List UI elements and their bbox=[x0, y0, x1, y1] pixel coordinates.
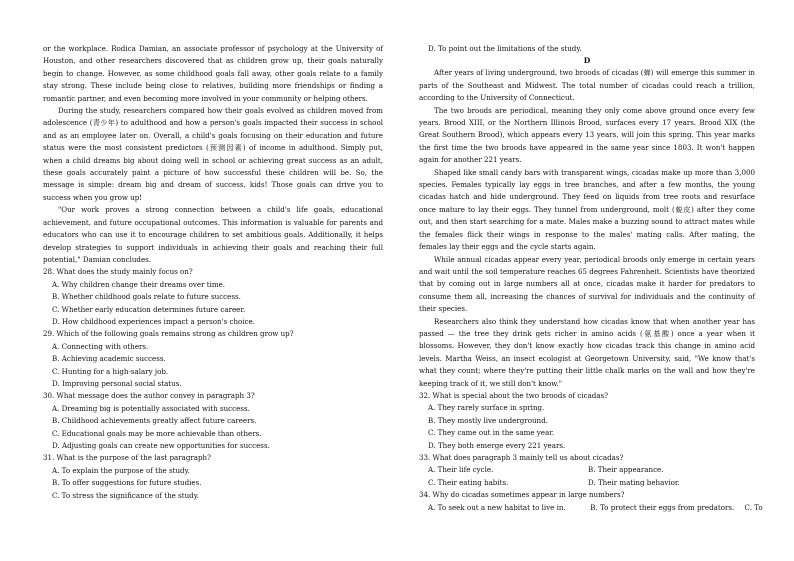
option-33b: B. Their appearance. bbox=[588, 465, 664, 475]
option-32a: A. They rarely surface in spring. bbox=[428, 403, 545, 413]
option-29a: A. Connecting with others. bbox=[52, 341, 149, 351]
option-33a: A. Their life cycle. bbox=[428, 465, 494, 475]
option-row-33ab bbox=[419, 464, 755, 476]
option-28a: A. Why children change their dreams over time. bbox=[52, 279, 226, 289]
option-34c: C. To bbox=[744, 502, 763, 512]
option-28b: B. Whether childhood goals relate to future success. bbox=[52, 292, 241, 302]
section-heading: D bbox=[583, 56, 591, 66]
option-31b: B. To offer suggestions for future studies. bbox=[52, 478, 202, 488]
option-34b: B. To protect their eggs from predators. bbox=[590, 502, 735, 512]
option-33d: D. Their mating behavior. bbox=[588, 477, 680, 487]
left-column bbox=[43, 43, 383, 502]
option-31d: D. To point out the limitations of the study. bbox=[428, 44, 582, 53]
question-31: 31. What is the purpose of the last paragraph? bbox=[43, 453, 211, 463]
option-29c: C. Hunting for a high-salary job. bbox=[52, 366, 169, 376]
option-32b: B. They mostly live underground. bbox=[428, 415, 548, 425]
question-29: 29. Which of the following goals remains strong as children grow up? bbox=[43, 329, 294, 339]
option-34a: A. To seek out a new habitat to live in. bbox=[428, 502, 566, 512]
option-28d: D. How childhood experiences impact a person's choice. bbox=[52, 316, 255, 326]
passage-paragraph: "Our work proves a strong connection between a child's life goals, educational achievement, and future occupational outcomes. This information is valuable for parents and educators who can use it to encourage children to set ambitious goals. Additionally, it helps develop strategies to support individuals in achieving their goals and reaching their full potential," Damian concludes. bbox=[43, 205, 383, 264]
option-28c: C. Whether early education determines future career. bbox=[52, 304, 246, 314]
option-row-34 bbox=[419, 502, 763, 514]
passage-paragraph: During the study, researchers compared how their goals evolved as children moved from adolescence (青少年) to adulthood and how a person's goals impacted their success in school and as an employee later on. Overall, a child's goals focusing on their education and future status were the most consistent predictors (预测因素) of income in adulthood. Simply put, when a child dreams big about doing well in school or achieving great success as an adult, these goals accurately paint a picture of how successful these children will be. So, the message is simple: dream big and dream of success, kids! Those goals can drive you to success when you grow up! bbox=[43, 106, 383, 202]
option-30c: C. Educational goals may be more achievable than others. bbox=[52, 428, 262, 438]
passage-paragraph: Shaped like small candy bars with transparent wings, cicadas make up more than 3,000 species. Females typically lay eggs in tree branches, and after a few months, the young cicadas hatch and hide underground. They feed on liquids from tree roots and resurface once mature to lay their eggs. They tunnel from underground, molt (蜕皮) after they come out, and then start searching for a mate. Males make a buzzing sound to attract mates while the females flick their wings in response to the males' mating calls. After mating, the females lay their eggs and the cycle starts again. bbox=[419, 167, 755, 252]
option-30d: D. Adjusting goals can create new opportunities for success. bbox=[52, 441, 270, 450]
option-30b: B. Childhood achievements greatly affect future careers. bbox=[52, 416, 257, 426]
question-32: 32. What is special about the two broods of cicadas? bbox=[419, 390, 609, 400]
question-28: 28. What does the study mainly focus on? bbox=[43, 267, 193, 277]
option-32c: C. They came out in the same year. bbox=[428, 428, 555, 438]
option-row-33cd bbox=[419, 477, 755, 489]
passage-paragraph: The two broods are periodical, meaning they only come above ground once every few years. Brood XIII, or the Northern Illinois Brood, surfaces every 17 years. Brood XIX (the Great Southern Brood), which appears every 13 years, will join this spring. This year marks the first time the two broods have appeared in the same year since 1803. It won't happen again for another 221 years. bbox=[419, 105, 755, 165]
option-31a: A. To explain the purpose of the study. bbox=[52, 465, 190, 475]
passage-paragraph: Researchers also think they understand how cicadas know that when another year has passed — the tree they drink gets richer in amino acids (氨基酸) once a year when it blossoms. However, they don't know exactly how cicadas track this change in amino acid levels. Martha Weiss, an insect ecologist at Georgetown University, said, "We know that's what they count; where they're putting their little chalk marks on the wall and how they're keeping track of it, we still don't know." bbox=[419, 316, 755, 388]
passage-paragraph: While annual cicadas appear every year, periodical broods only emerge in certain years and wait until the soil temperature reaches 65 degrees Fahrenheit. Scientists have theorized that by coming out in large numbers all at once, cicadas make it harder for predators to consume them all, increasing the chances of survival for individuals and the continuity of their species. bbox=[419, 254, 755, 314]
option-29d: D. Improving personal social status. bbox=[52, 378, 182, 388]
passage-paragraph: After years of living underground, two broods of cicadas (蝉) will emerge this summer in parts of the Southeast and Midwest. The total number of cicadas could reach a trillion, according to the University of Connecticut. bbox=[419, 68, 755, 103]
option-29b: B. Achieving academic success. bbox=[52, 354, 166, 364]
option-31c: C. To stress the significance of the study. bbox=[52, 490, 200, 500]
option-30a: A. Dreaming big is potentially associated with success. bbox=[52, 403, 250, 413]
passage-paragraph: or the workplace. Rodica Damian, an associate professor of psychology at the University of Houston, and other researchers discovered that as children grow up, their goals naturally begin to change. However, as some childhood goals fall away, other goals relate to a family stay strong. These include being close to relatives, building more friendships or finding a romantic partner, and even becoming more involved in your community or helping others. bbox=[43, 44, 383, 103]
question-33: 33. What does paragraph 3 mainly tell us about cicadas? bbox=[419, 453, 624, 462]
question-34: 34. Why do cicadas sometimes appear in large numbers? bbox=[419, 490, 625, 500]
question-30: 30. What message does the author convey in paragraph 3? bbox=[43, 391, 255, 401]
option-33c: C. Their eating habits. bbox=[428, 477, 509, 487]
option-32d: D. They both emerge every 221 years. bbox=[428, 440, 566, 450]
right-column bbox=[419, 43, 763, 514]
